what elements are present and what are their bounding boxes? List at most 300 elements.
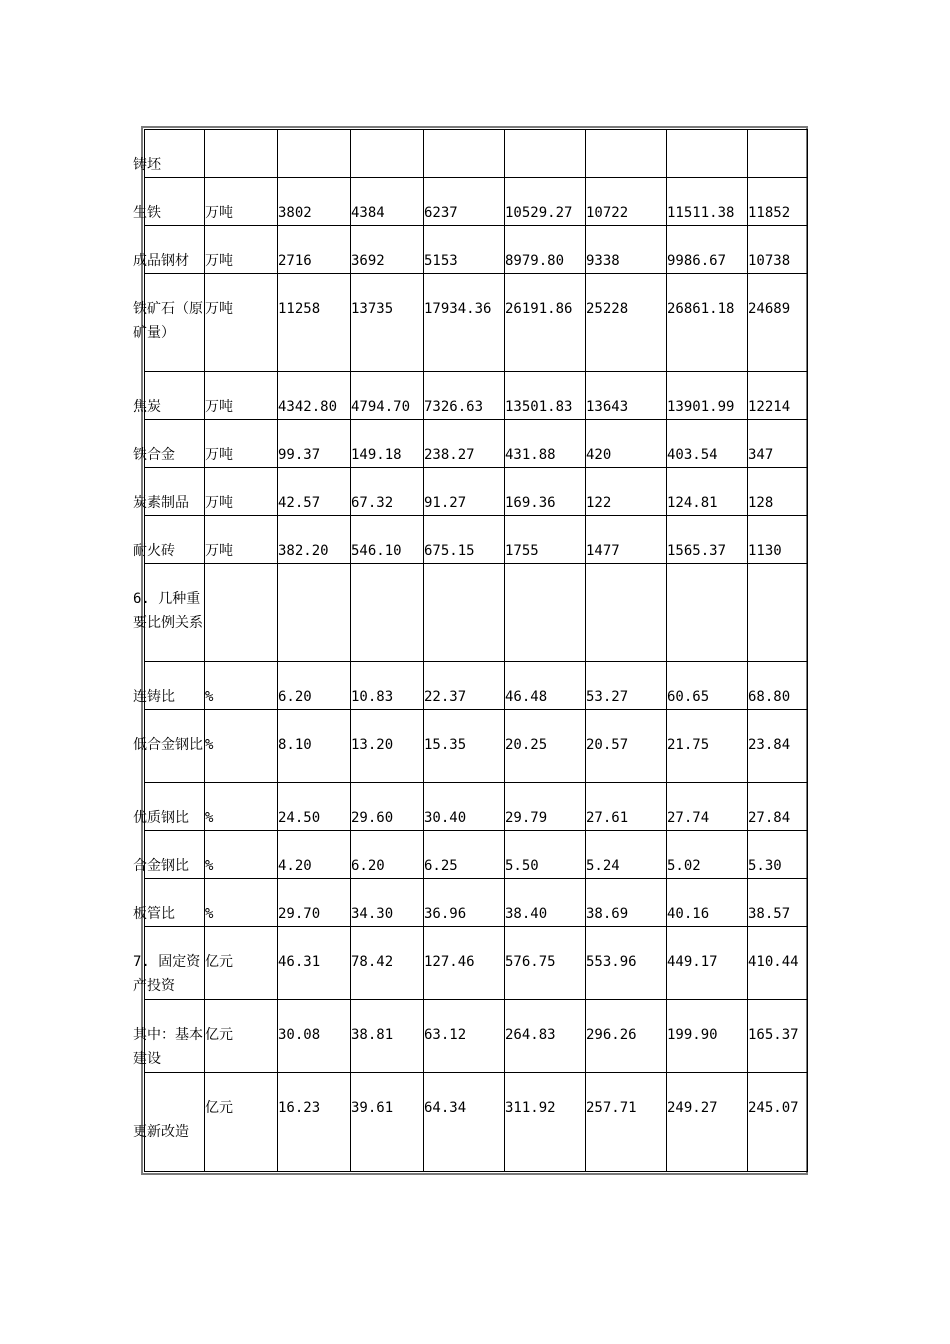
value-cell bbox=[424, 927, 505, 1000]
value-cell bbox=[586, 468, 667, 516]
value-cell-text: 5153 bbox=[424, 253, 458, 269]
row-name-cell-text: 7. 固定资产投资 bbox=[133, 954, 201, 994]
row-name-cell-text: 生铁 bbox=[133, 205, 161, 221]
row-name-cell bbox=[133, 927, 205, 1000]
unit-cell bbox=[205, 420, 278, 468]
value-cell bbox=[278, 783, 351, 831]
value-cell-text: 6.20 bbox=[278, 689, 312, 705]
value-cell bbox=[424, 1000, 505, 1073]
value-cell-text: 410.44 bbox=[748, 954, 799, 970]
row-name-cell-text: 合金钢比 bbox=[133, 858, 189, 874]
value-cell bbox=[424, 468, 505, 516]
value-cell-text: 382.20 bbox=[278, 543, 329, 559]
value-cell-text: 36.96 bbox=[424, 906, 467, 922]
unit-cell-text: % bbox=[205, 858, 214, 874]
value-cell bbox=[278, 226, 351, 274]
value-cell-text: 6.25 bbox=[424, 858, 458, 874]
row-name-cell-text: 炭素制品 bbox=[133, 495, 189, 511]
value-cell-text: 13501.83 bbox=[505, 399, 573, 415]
row-name-cell bbox=[133, 879, 205, 927]
value-cell-text bbox=[505, 564, 585, 587]
value-cell bbox=[351, 879, 424, 927]
value-cell-text: 449.17 bbox=[667, 954, 718, 970]
value-cell bbox=[586, 226, 667, 274]
value-cell-text: 238.27 bbox=[424, 447, 475, 463]
value-cell-text bbox=[748, 130, 807, 153]
value-cell bbox=[351, 1000, 424, 1073]
unit-cell-text: 万吨 bbox=[205, 543, 233, 559]
value-cell bbox=[505, 879, 586, 927]
value-cell bbox=[667, 879, 748, 927]
value-cell bbox=[505, 783, 586, 831]
value-cell-text: 403.54 bbox=[667, 447, 718, 463]
unit-cell-text: % bbox=[205, 737, 214, 753]
value-cell bbox=[351, 420, 424, 468]
value-cell bbox=[667, 274, 748, 372]
value-cell bbox=[667, 130, 748, 178]
value-cell-text: 576.75 bbox=[505, 954, 556, 970]
value-cell bbox=[586, 783, 667, 831]
value-cell-text bbox=[278, 564, 350, 587]
value-cell-text: 26861.18 bbox=[667, 301, 735, 317]
unit-cell bbox=[205, 274, 278, 372]
value-cell-text: 8.10 bbox=[278, 737, 312, 753]
value-cell-text: 91.27 bbox=[424, 495, 467, 511]
row-name-cell bbox=[133, 516, 205, 564]
row-name-cell-text: 6. 几种重要比例关系 bbox=[133, 591, 203, 631]
table-row bbox=[145, 927, 808, 1000]
value-cell bbox=[667, 468, 748, 516]
value-cell-text: 21.75 bbox=[667, 737, 710, 753]
value-cell bbox=[505, 178, 586, 226]
value-cell-text: 29.70 bbox=[278, 906, 321, 922]
value-cell bbox=[667, 226, 748, 274]
value-cell bbox=[586, 274, 667, 372]
value-cell-text: 29.60 bbox=[351, 810, 394, 826]
value-cell-text: 4342.80 bbox=[278, 399, 338, 415]
value-cell bbox=[586, 372, 667, 420]
value-cell bbox=[278, 1073, 351, 1172]
value-cell bbox=[748, 831, 808, 879]
value-cell bbox=[424, 372, 505, 420]
value-cell-text: 3692 bbox=[351, 253, 385, 269]
value-cell bbox=[748, 274, 808, 372]
unit-cell-text: 万吨 bbox=[205, 253, 233, 269]
value-cell-text: 10738 bbox=[748, 253, 791, 269]
row-name-cell bbox=[133, 831, 205, 879]
value-cell-text: 165.37 bbox=[748, 1027, 799, 1043]
value-cell bbox=[667, 662, 748, 710]
value-cell-text: 11852 bbox=[748, 205, 791, 221]
table-row bbox=[145, 420, 808, 468]
unit-cell bbox=[205, 178, 278, 226]
value-cell-text: 2716 bbox=[278, 253, 312, 269]
unit-cell bbox=[205, 927, 278, 1000]
value-cell-text bbox=[424, 130, 504, 153]
value-cell-text: 38.81 bbox=[351, 1027, 394, 1043]
value-cell-text: 5.24 bbox=[586, 858, 620, 874]
table-row bbox=[145, 372, 808, 420]
row-name-cell-text: 铸坯 bbox=[133, 157, 161, 173]
value-cell-text: 431.88 bbox=[505, 447, 556, 463]
value-cell bbox=[278, 516, 351, 564]
unit-cell bbox=[205, 710, 278, 783]
value-cell bbox=[351, 372, 424, 420]
value-cell bbox=[586, 516, 667, 564]
value-cell bbox=[424, 516, 505, 564]
value-cell-text: 38.69 bbox=[586, 906, 629, 922]
unit-cell bbox=[205, 372, 278, 420]
table-row bbox=[145, 783, 808, 831]
value-cell bbox=[351, 1073, 424, 1172]
unit-cell-text: 万吨 bbox=[205, 447, 233, 463]
value-cell bbox=[424, 783, 505, 831]
value-cell-text bbox=[748, 564, 807, 587]
value-cell bbox=[278, 468, 351, 516]
value-cell-text: 39.61 bbox=[351, 1100, 394, 1116]
unit-cell bbox=[205, 831, 278, 879]
value-cell bbox=[351, 468, 424, 516]
value-cell bbox=[278, 564, 351, 662]
unit-cell bbox=[205, 564, 278, 662]
unit-cell bbox=[205, 879, 278, 927]
value-cell bbox=[278, 927, 351, 1000]
value-cell-text: 34.30 bbox=[351, 906, 394, 922]
value-cell bbox=[586, 927, 667, 1000]
unit-cell bbox=[205, 468, 278, 516]
value-cell-text: 249.27 bbox=[667, 1100, 718, 1116]
value-cell-text: 1755 bbox=[505, 543, 539, 559]
value-cell-text: 124.81 bbox=[667, 495, 718, 511]
value-cell-text: 99.37 bbox=[278, 447, 321, 463]
unit-cell-text bbox=[205, 564, 277, 587]
value-cell bbox=[667, 564, 748, 662]
value-cell bbox=[748, 564, 808, 662]
value-cell-text: 11258 bbox=[278, 301, 321, 317]
value-cell-text: 128 bbox=[748, 495, 774, 511]
value-cell bbox=[424, 1073, 505, 1172]
table-row bbox=[145, 662, 808, 710]
value-cell bbox=[278, 1000, 351, 1073]
value-cell-text: 78.42 bbox=[351, 954, 394, 970]
value-cell-text: 13901.99 bbox=[667, 399, 735, 415]
table-row bbox=[145, 710, 808, 783]
value-cell bbox=[667, 372, 748, 420]
row-name-cell-text: 优质钢比 bbox=[133, 810, 189, 826]
value-cell-text: 46.31 bbox=[278, 954, 321, 970]
value-cell bbox=[748, 879, 808, 927]
value-cell bbox=[748, 710, 808, 783]
value-cell-text: 25228 bbox=[586, 301, 629, 317]
unit-cell-text: % bbox=[205, 810, 214, 826]
table-row bbox=[145, 274, 808, 372]
value-cell-text: 4.20 bbox=[278, 858, 312, 874]
value-cell bbox=[505, 927, 586, 1000]
value-cell bbox=[424, 710, 505, 783]
value-cell bbox=[586, 564, 667, 662]
value-cell-text: 24.50 bbox=[278, 810, 321, 826]
value-cell-text: 60.65 bbox=[667, 689, 710, 705]
value-cell-text: 26191.86 bbox=[505, 301, 573, 317]
value-cell bbox=[351, 783, 424, 831]
value-cell bbox=[586, 662, 667, 710]
value-cell bbox=[505, 130, 586, 178]
value-cell-text: 420 bbox=[586, 447, 612, 463]
row-name-cell-text: 铁合金 bbox=[133, 447, 175, 463]
value-cell bbox=[505, 710, 586, 783]
row-name-cell bbox=[133, 564, 205, 662]
value-cell-text: 29.79 bbox=[505, 810, 548, 826]
value-cell-text: 1565.37 bbox=[667, 543, 727, 559]
value-cell bbox=[748, 927, 808, 1000]
value-cell-text: 122 bbox=[586, 495, 612, 511]
value-cell-text: 20.25 bbox=[505, 737, 548, 753]
value-cell bbox=[667, 1000, 748, 1073]
unit-cell-text: 万吨 bbox=[205, 399, 233, 415]
value-cell bbox=[424, 564, 505, 662]
value-cell bbox=[278, 372, 351, 420]
value-cell-text: 347 bbox=[748, 447, 774, 463]
value-cell-text: 63.12 bbox=[424, 1027, 467, 1043]
value-cell-text: 40.16 bbox=[667, 906, 710, 922]
value-cell bbox=[667, 178, 748, 226]
row-name-cell bbox=[133, 420, 205, 468]
value-cell-text: 10722 bbox=[586, 205, 629, 221]
value-cell-text: 4794.70 bbox=[351, 399, 411, 415]
value-cell-text bbox=[667, 564, 747, 587]
value-cell-text: 38.40 bbox=[505, 906, 548, 922]
row-name-cell-text: 成品钢材 bbox=[133, 253, 189, 269]
value-cell-text bbox=[667, 130, 747, 153]
value-cell bbox=[748, 420, 808, 468]
value-cell bbox=[278, 274, 351, 372]
value-cell-text: 199.90 bbox=[667, 1027, 718, 1043]
value-cell bbox=[748, 130, 808, 178]
value-cell bbox=[505, 468, 586, 516]
row-name-cell-text: 更新改造 bbox=[133, 1124, 189, 1140]
value-cell-text: 8979.80 bbox=[505, 253, 565, 269]
table-row bbox=[145, 178, 808, 226]
value-cell bbox=[278, 178, 351, 226]
steel-statistics-table bbox=[133, 129, 808, 1172]
value-cell bbox=[278, 130, 351, 178]
row-name-cell bbox=[133, 372, 205, 420]
row-name-cell-text: 低合金钢比 bbox=[133, 737, 203, 753]
row-name-cell bbox=[133, 468, 205, 516]
value-cell-text: 149.18 bbox=[351, 447, 402, 463]
value-cell-text: 68.80 bbox=[748, 689, 791, 705]
value-cell-text: 264.83 bbox=[505, 1027, 556, 1043]
value-cell-text: 15.35 bbox=[424, 737, 467, 753]
value-cell bbox=[424, 831, 505, 879]
table-row bbox=[145, 226, 808, 274]
value-cell bbox=[748, 372, 808, 420]
unit-cell bbox=[205, 516, 278, 564]
unit-cell bbox=[205, 130, 278, 178]
value-cell-text: 9338 bbox=[586, 253, 620, 269]
value-cell bbox=[351, 274, 424, 372]
unit-cell-text: 亿元 bbox=[205, 1027, 233, 1043]
unit-cell-text: 亿元 bbox=[205, 954, 233, 970]
value-cell-text: 1477 bbox=[586, 543, 620, 559]
value-cell-text: 127.46 bbox=[424, 954, 475, 970]
value-cell-text: 169.36 bbox=[505, 495, 556, 511]
value-cell bbox=[278, 420, 351, 468]
value-cell-text: 42.57 bbox=[278, 495, 321, 511]
value-cell bbox=[424, 226, 505, 274]
value-cell bbox=[586, 831, 667, 879]
value-cell bbox=[505, 372, 586, 420]
value-cell-text: 10.83 bbox=[351, 689, 394, 705]
statistics-table-frame bbox=[133, 126, 808, 1175]
value-cell bbox=[748, 178, 808, 226]
value-cell-text: 27.61 bbox=[586, 810, 629, 826]
row-name-cell bbox=[133, 1073, 205, 1172]
table-row bbox=[145, 879, 808, 927]
unit-cell-text: % bbox=[205, 906, 214, 922]
value-cell bbox=[278, 831, 351, 879]
value-cell bbox=[748, 662, 808, 710]
value-cell bbox=[667, 516, 748, 564]
value-cell bbox=[351, 226, 424, 274]
value-cell bbox=[667, 420, 748, 468]
value-cell-text: 23.84 bbox=[748, 737, 791, 753]
table-row bbox=[145, 468, 808, 516]
value-cell-text: 1130 bbox=[748, 543, 782, 559]
row-name-cell-text: 耐火砖 bbox=[133, 543, 175, 559]
unit-cell bbox=[205, 1073, 278, 1172]
value-cell bbox=[424, 662, 505, 710]
table-row bbox=[145, 1073, 808, 1172]
value-cell-text: 546.10 bbox=[351, 543, 402, 559]
unit-cell-text: 万吨 bbox=[205, 301, 233, 317]
value-cell-text: 6.20 bbox=[351, 858, 385, 874]
unit-cell bbox=[205, 783, 278, 831]
value-cell-text bbox=[278, 130, 350, 153]
value-cell bbox=[351, 662, 424, 710]
value-cell bbox=[351, 130, 424, 178]
value-cell-text: 16.23 bbox=[278, 1100, 321, 1116]
value-cell-text: 245.07 bbox=[748, 1100, 799, 1116]
table-row bbox=[145, 564, 808, 662]
value-cell bbox=[505, 516, 586, 564]
unit-cell bbox=[205, 1000, 278, 1073]
unit-cell-text: % bbox=[205, 689, 214, 705]
value-cell bbox=[667, 831, 748, 879]
value-cell bbox=[586, 1073, 667, 1172]
value-cell-text: 67.32 bbox=[351, 495, 394, 511]
value-cell bbox=[351, 927, 424, 1000]
value-cell-text: 7326.63 bbox=[424, 399, 484, 415]
value-cell bbox=[667, 1073, 748, 1172]
value-cell-text bbox=[351, 564, 423, 587]
unit-cell-text bbox=[205, 130, 277, 153]
unit-cell-text: 亿元 bbox=[205, 1100, 233, 1116]
value-cell-text bbox=[586, 564, 666, 587]
row-name-cell bbox=[133, 178, 205, 226]
table-row bbox=[145, 130, 808, 178]
value-cell bbox=[505, 662, 586, 710]
value-cell bbox=[505, 226, 586, 274]
value-cell-text: 27.74 bbox=[667, 810, 710, 826]
value-cell bbox=[505, 420, 586, 468]
row-name-cell-text: 连铸比 bbox=[133, 689, 175, 705]
table-row bbox=[145, 1000, 808, 1073]
unit-cell-text: 万吨 bbox=[205, 205, 233, 221]
row-name-cell-text: 板管比 bbox=[133, 906, 175, 922]
value-cell-text: 5.50 bbox=[505, 858, 539, 874]
value-cell-text: 11511.38 bbox=[667, 205, 735, 221]
value-cell-text: 17934.36 bbox=[424, 301, 492, 317]
value-cell bbox=[278, 662, 351, 710]
value-cell bbox=[586, 879, 667, 927]
value-cell-text bbox=[351, 130, 423, 153]
value-cell bbox=[586, 710, 667, 783]
value-cell-text: 22.37 bbox=[424, 689, 467, 705]
value-cell bbox=[351, 710, 424, 783]
value-cell-text: 675.15 bbox=[424, 543, 475, 559]
value-cell bbox=[351, 564, 424, 662]
value-cell bbox=[748, 783, 808, 831]
value-cell bbox=[424, 274, 505, 372]
row-name-cell-text: 其中：基本建设 bbox=[133, 1027, 203, 1067]
value-cell bbox=[505, 1073, 586, 1172]
value-cell bbox=[667, 710, 748, 783]
unit-cell bbox=[205, 662, 278, 710]
row-name-cell bbox=[133, 274, 205, 372]
value-cell bbox=[748, 1000, 808, 1073]
value-cell-text: 553.96 bbox=[586, 954, 637, 970]
value-cell bbox=[748, 226, 808, 274]
unit-cell-text: 万吨 bbox=[205, 495, 233, 511]
row-name-cell bbox=[133, 226, 205, 274]
value-cell-text: 13.20 bbox=[351, 737, 394, 753]
value-cell-text: 4384 bbox=[351, 205, 385, 221]
table-body bbox=[133, 130, 808, 1172]
value-cell bbox=[586, 420, 667, 468]
value-cell bbox=[351, 516, 424, 564]
value-cell bbox=[505, 564, 586, 662]
value-cell-text bbox=[505, 130, 585, 153]
value-cell bbox=[586, 130, 667, 178]
value-cell bbox=[586, 1000, 667, 1073]
value-cell-text: 64.34 bbox=[424, 1100, 467, 1116]
value-cell bbox=[424, 420, 505, 468]
row-name-cell-text: 焦炭 bbox=[133, 399, 161, 415]
value-cell-text: 10529.27 bbox=[505, 205, 573, 221]
value-cell-text: 13735 bbox=[351, 301, 394, 317]
value-cell-text: 53.27 bbox=[586, 689, 629, 705]
value-cell bbox=[278, 879, 351, 927]
value-cell-text: 38.57 bbox=[748, 906, 791, 922]
value-cell-text: 257.71 bbox=[586, 1100, 637, 1116]
value-cell bbox=[505, 1000, 586, 1073]
value-cell bbox=[748, 468, 808, 516]
table-row bbox=[145, 516, 808, 564]
value-cell-text: 5.30 bbox=[748, 858, 782, 874]
value-cell-text bbox=[424, 564, 504, 587]
value-cell-text: 24689 bbox=[748, 301, 791, 317]
value-cell bbox=[278, 710, 351, 783]
value-cell bbox=[424, 879, 505, 927]
value-cell bbox=[424, 130, 505, 178]
value-cell-text: 12214 bbox=[748, 399, 791, 415]
value-cell-text: 9986.67 bbox=[667, 253, 727, 269]
value-cell bbox=[748, 516, 808, 564]
value-cell-text: 46.48 bbox=[505, 689, 548, 705]
row-name-cell bbox=[133, 710, 205, 783]
value-cell-text: 20.57 bbox=[586, 737, 629, 753]
